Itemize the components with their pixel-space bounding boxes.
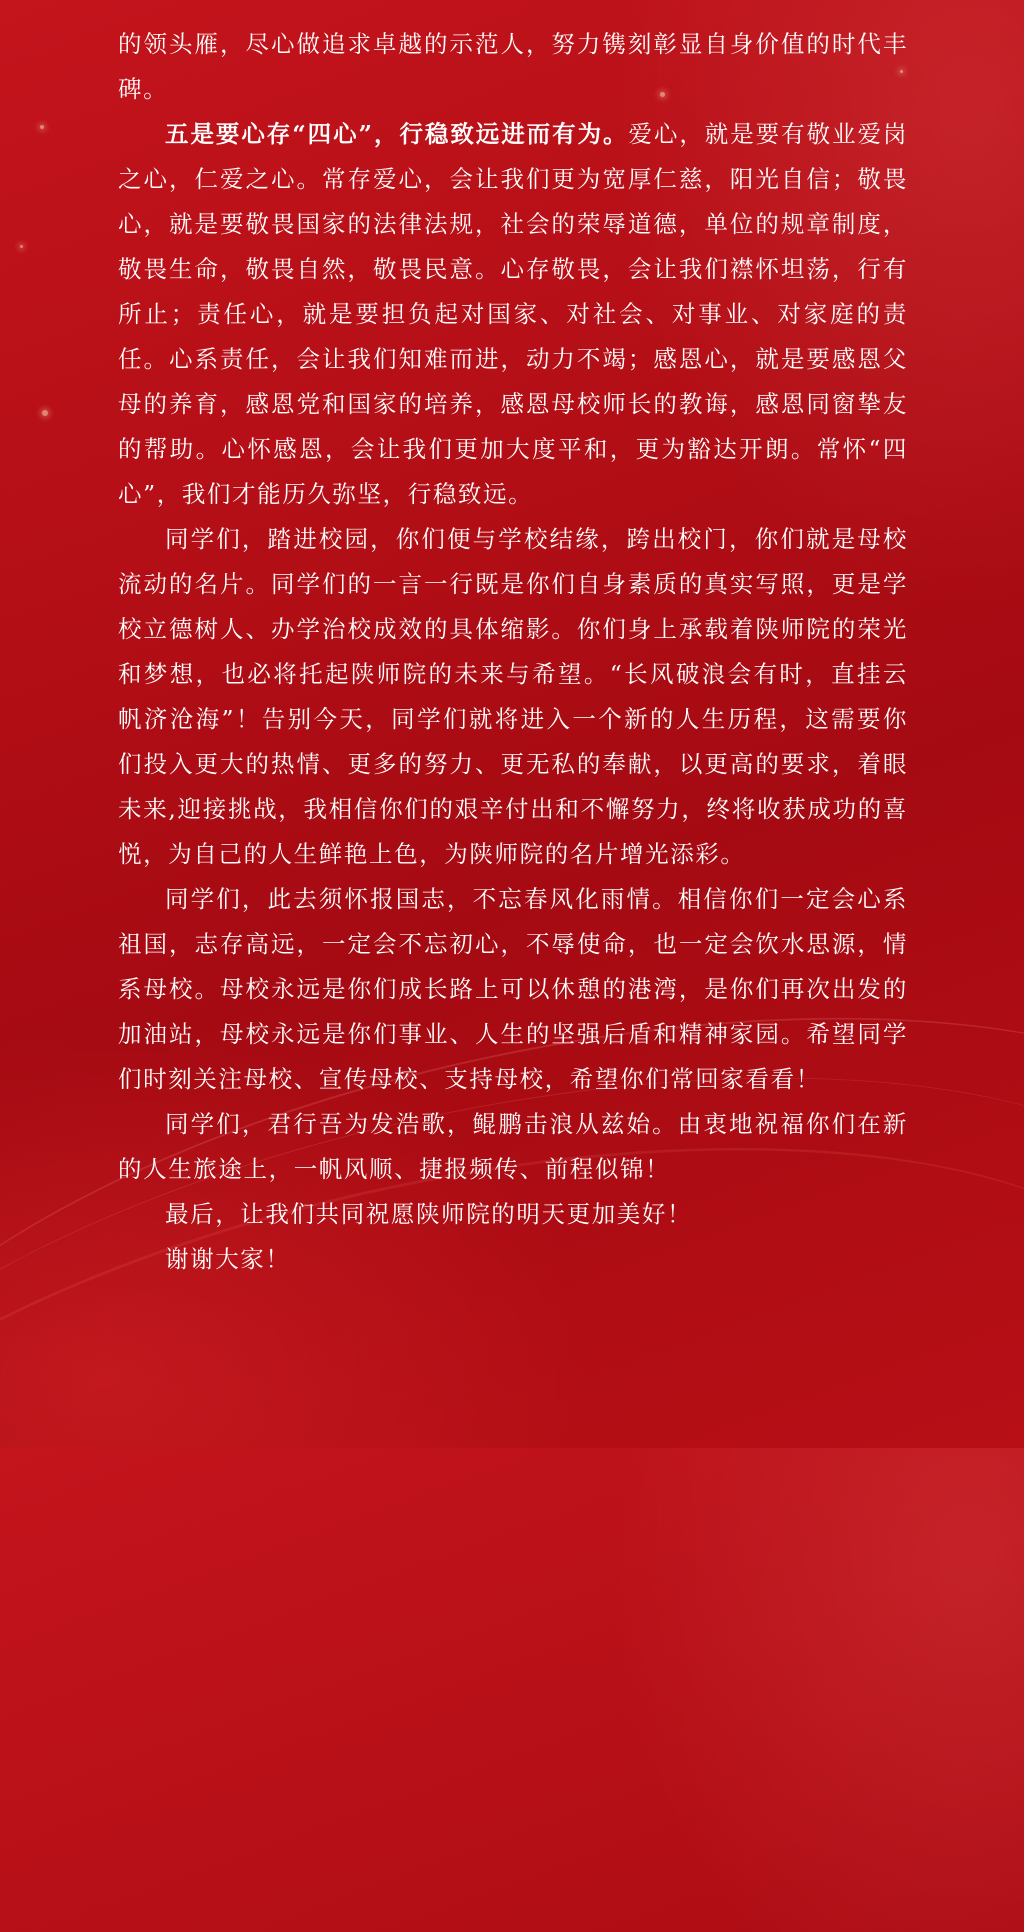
point-five-heading: 五是要心存“四心”，行稳致远进而有为。	[165, 120, 629, 148]
decorative-sparkle	[42, 410, 48, 416]
point-five-paragraph	[118, 112, 908, 517]
homeland-paragraph: 同学们，此去须怀报国志，不忘春风化雨情。相信你们一定会心系祖国，志存高远，一定会不忘初心，不辱使命，也一定会饮水思源，情系母校。母校永远是你们成长路上可以休憩的港湾，是你们再次出发的加油站，母校永远是你们事业、人生的坚强后盾和精神家园。希望同学们时刻关注母校、宣传母校、支持母校，希望你们常回家看看！	[118, 885, 908, 1093]
continuation-paragraph: 的领头雁，尽心做追求卓越的示范人，努力镌刻彰显自身价值的时代丰碑。	[118, 30, 908, 103]
decorative-sparkle	[40, 125, 44, 129]
thanks-paragraph: 谢谢大家！	[165, 1245, 291, 1273]
speech-text-body	[118, 22, 908, 1282]
decorative-sparkle	[20, 245, 23, 248]
closing-paragraph: 最后，让我们共同祝愿陕师院的明天更加美好！	[165, 1200, 693, 1228]
school-card-paragraph: 同学们，踏进校园，你们便与学校结缘，跨出校门，你们就是母校流动的名片。同学们的一言一行既是你们自身素质的真实写照，更是学校立德树人、办学治校成效的具体缩影。你们身上承载着陕师院的荣光和梦想，也必将托起陕师院的未来与希望。“长风破浪会有时，直挂云帆济沧海”！告别今天，同学们就将进入一个新的人生历程，这需要你们投入更大的热情、更多的努力、更无私的奉献，以更高的要求，着眼未来,迎接挑战，我相信你们的艰辛付出和不懈努力，终将收获成功的喜悦，为自己的人生鲜艳上色，为陕师院的名片增光添彩。	[118, 525, 908, 868]
blessing-paragraph: 同学们，君行吾为发浩歌，鲲鹏击浪从兹始。由衷地祝福你们在新的人生旅途上，一帆风顺、捷报频传、前程似锦！	[118, 1110, 908, 1183]
point-five-body: 爱心，就是要有敬业爱岗之心，仁爱之心。常存爱心，会让我们更为宽厚仁慈，阳光自信；敬畏心，就是要敬畏国家的法律法规，社会的荣辱道德，单位的规章制度，敬畏生命，敬畏自然，敬畏民意。心存敬畏，会让我们襟怀坦荡，行有所止；责任心，就是要担负起对国家、对社会、对事业、对家庭的责任。心系责任，会让我们知难而进，动力不竭；感恩心，就是要感恩父母的养育，感恩党和国家的培养，感恩母校师长的教诲，感恩同窗挚友的帮助。心怀感恩，会让我们更加大度平和，更为豁达开朗。常怀“四心”，我们才能历久弥坚，行稳致远。	[118, 120, 909, 508]
